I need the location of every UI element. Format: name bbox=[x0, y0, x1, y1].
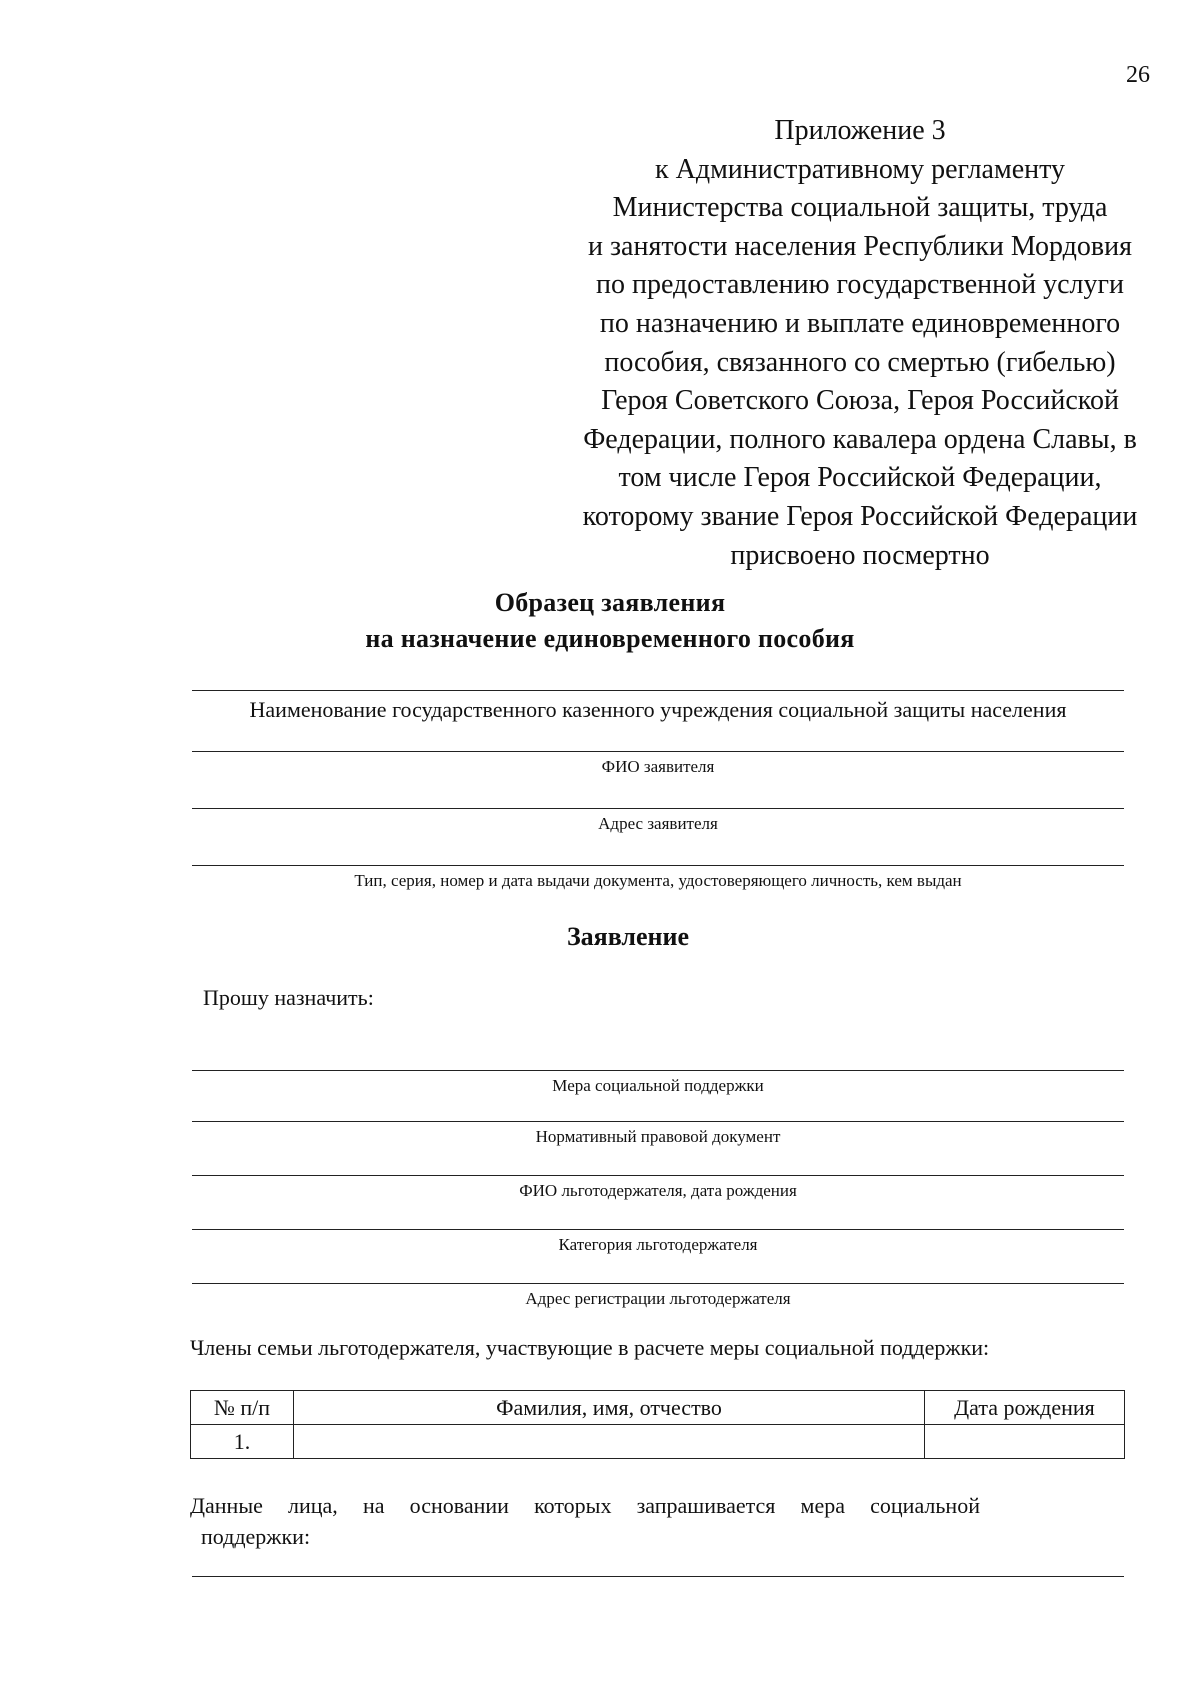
table-row bbox=[191, 1425, 1125, 1459]
applicant-address-caption: Адрес заявителя bbox=[598, 814, 718, 833]
person-data-word: запрашивается bbox=[636, 1493, 776, 1518]
form-title-line2: на назначение единовременного пособия bbox=[365, 624, 855, 653]
beneficiary-name-caption: ФИО льготодержателя, дата рождения bbox=[519, 1181, 797, 1200]
person-data-word: которых bbox=[534, 1493, 612, 1518]
appendix-line: по назначению и выплате единовременного bbox=[599, 307, 1121, 339]
applicant-name-field-line[interactable] bbox=[192, 751, 1124, 752]
person-data-word: мера bbox=[800, 1493, 845, 1518]
person-data-word: социальной bbox=[870, 1493, 980, 1518]
column-header-full-name: Фамилия, имя, отчество bbox=[294, 1391, 925, 1425]
person-data-field-line[interactable] bbox=[192, 1576, 1124, 1577]
appendix-header bbox=[560, 112, 1160, 575]
appendix-line: Министерства социальной защиты, труда bbox=[612, 192, 1108, 224]
column-header-birth-date: Дата рождения bbox=[925, 1391, 1125, 1425]
appendix-line: том числе Героя Российской Федерации, bbox=[618, 462, 1102, 494]
beneficiary-category-caption: Категория льготодержателя bbox=[558, 1235, 758, 1254]
institution-field-line[interactable] bbox=[192, 690, 1124, 691]
request-text: Прошу назначить: bbox=[203, 985, 374, 1010]
legal-document-field-line[interactable] bbox=[192, 1121, 1124, 1122]
appendix-line: по предоставлению государственной услуги bbox=[596, 269, 1124, 301]
applicant-name-caption: ФИО заявителя bbox=[601, 757, 715, 776]
table-header-row bbox=[191, 1391, 1125, 1425]
appendix-line: и занятости населения Республики Мордовия bbox=[587, 230, 1133, 262]
row-number-cell: 1. bbox=[191, 1425, 294, 1459]
person-data-word: на bbox=[362, 1493, 385, 1518]
person-data-paragraph bbox=[190, 1490, 980, 1552]
legal-document-caption: Нормативный правовой документ bbox=[535, 1127, 781, 1146]
beneficiary-category-field-line[interactable] bbox=[192, 1229, 1124, 1230]
beneficiary-address-caption: Адрес регистрации льготодержателя bbox=[525, 1289, 791, 1308]
person-data-word: лица, bbox=[288, 1493, 338, 1518]
identity-document-field-line[interactable] bbox=[192, 865, 1124, 866]
appendix-line: Героя Советского Союза, Героя Российской bbox=[601, 385, 1119, 417]
appendix-line: к Административному регламенту bbox=[655, 153, 1065, 185]
person-data-line1 bbox=[190, 1490, 980, 1521]
beneficiary-name-field-line[interactable] bbox=[192, 1175, 1124, 1176]
column-header-number: № п/п bbox=[191, 1391, 294, 1425]
form-title-line1: Образец заявления bbox=[494, 588, 726, 617]
form-title bbox=[300, 585, 920, 657]
identity-document-caption: Тип, серия, номер и дата выдачи документа, удостоверяющего личность, кем выдан bbox=[354, 871, 962, 890]
appendix-line: которому звание Героя Российской Федерации bbox=[582, 500, 1138, 532]
person-data-line2: поддержки: bbox=[201, 1524, 311, 1549]
full-name-cell[interactable] bbox=[294, 1425, 925, 1459]
page-number: 26 bbox=[1126, 62, 1150, 88]
family-members-table bbox=[190, 1390, 1125, 1459]
support-measure-field-line[interactable] bbox=[192, 1070, 1124, 1071]
appendix-line: Федерации, полного кавалера ордена Славы, в bbox=[583, 423, 1137, 455]
appendix-line: пособия, связанного со смертью (гибелью) bbox=[604, 346, 1116, 378]
birth-date-cell[interactable] bbox=[925, 1425, 1125, 1459]
beneficiary-address-field-line[interactable] bbox=[192, 1283, 1124, 1284]
appendix-line: Приложение 3 bbox=[774, 115, 946, 146]
family-intro: Члены семьи льготодержателя, участвующие в расчете меры социальной поддержки: bbox=[190, 1335, 990, 1360]
support-measure-caption: Мера социальной поддержки bbox=[552, 1076, 764, 1095]
person-data-word: Данные bbox=[190, 1493, 263, 1518]
person-data-word: основании bbox=[409, 1493, 509, 1518]
applicant-address-field-line[interactable] bbox=[192, 808, 1124, 809]
statement-heading: Заявление bbox=[566, 922, 690, 951]
appendix-line: присвоено посмертно bbox=[730, 539, 990, 571]
institution-caption: Наименование государственного казенного учреждения социальной защиты населения bbox=[249, 697, 1067, 722]
